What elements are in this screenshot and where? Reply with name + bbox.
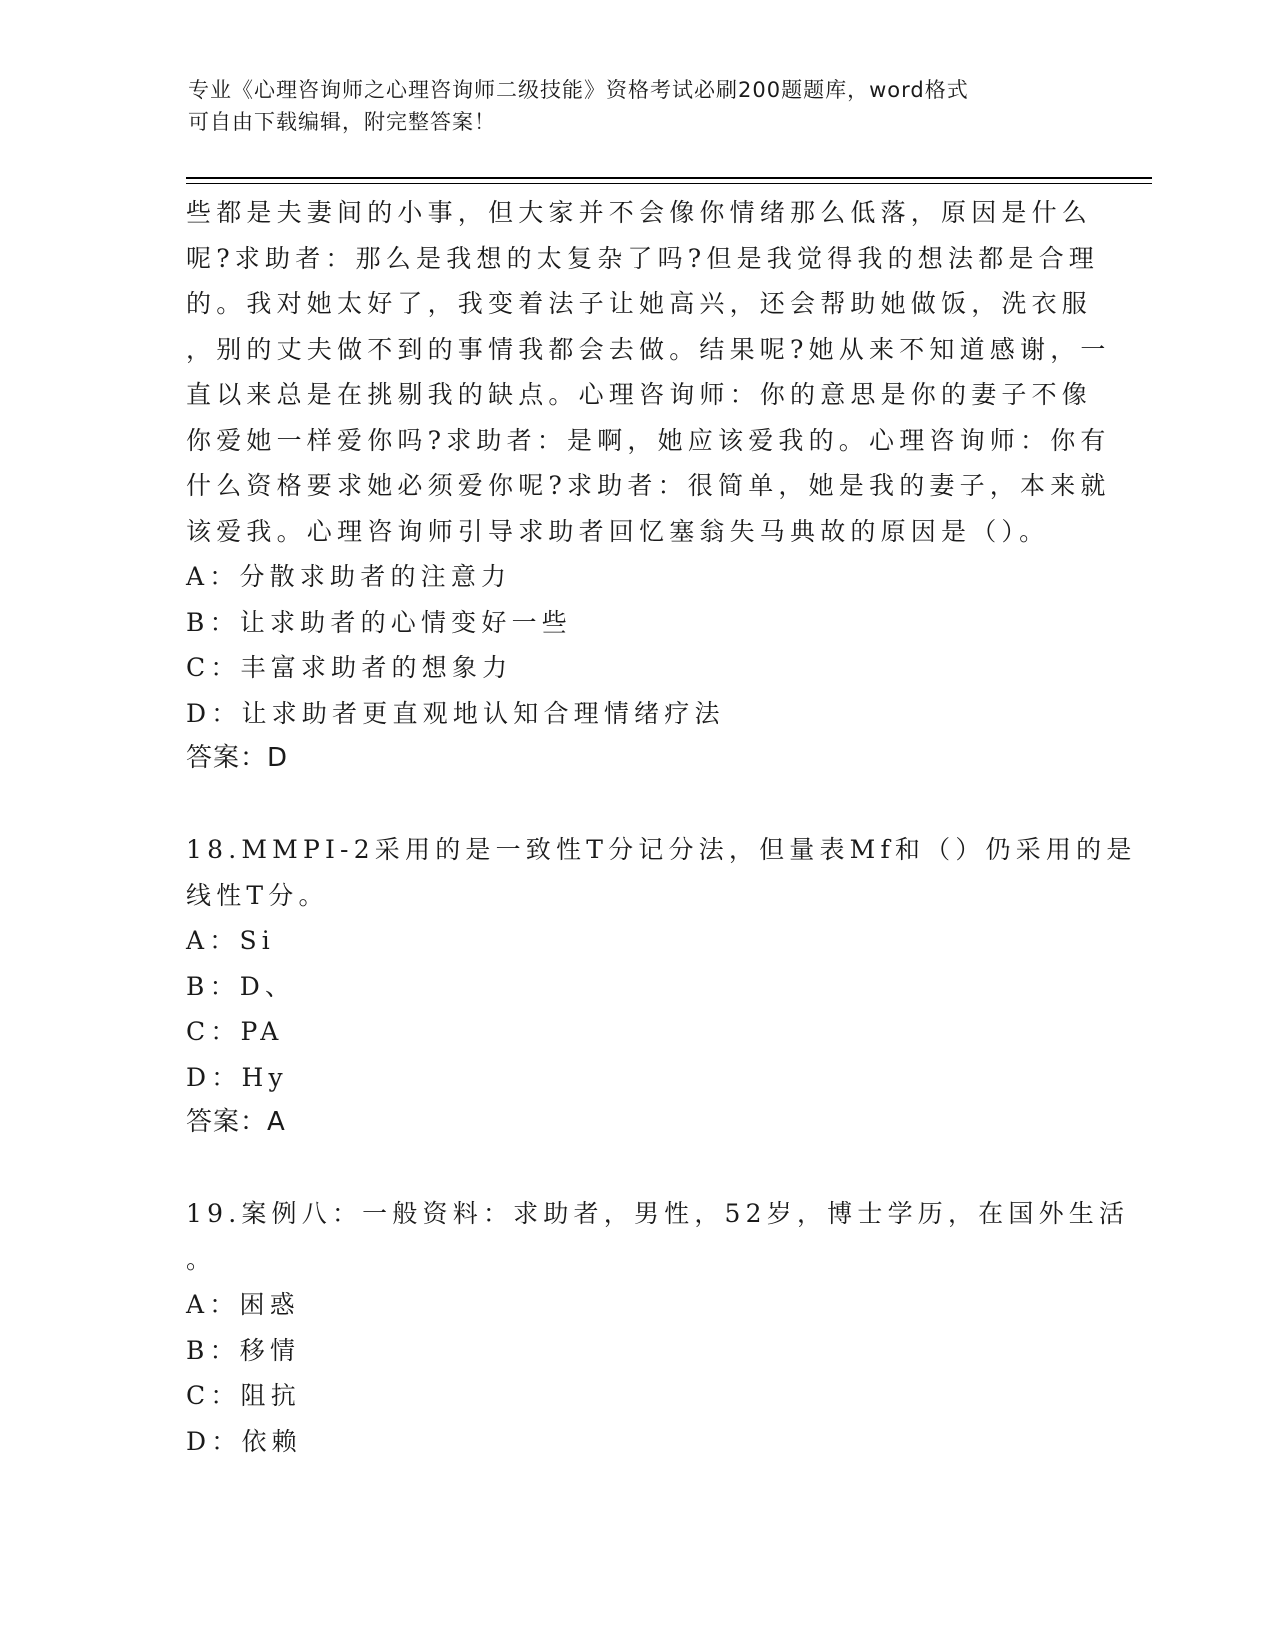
document-body [186,190,1137,1464]
option-d: D：依赖 [186,1426,302,1456]
question-19 [186,1191,1130,1464]
header-title-line-1: 专业《心理咨询师之心理咨询师二级技能》资格考试必刷200题题库，word格式 [188,78,969,102]
answer-label: 答案：A [186,1107,286,1137]
option-c: C：阻抗 [186,1381,301,1410]
option-a: A：困惑 [186,1290,300,1319]
header-divider-thick [186,177,1152,179]
question-17 [186,190,1111,782]
header-title-line-2: 可自由下载编辑，附完整答案！ [188,110,496,134]
question-stem-line: 。 [186,1244,217,1274]
question-stem-line: 18.MMPI-2采用的是一致性T分记分法，但量表Mf和（）仍采用的是 [186,835,1137,864]
question-stem-line: 呢?求助者：那么是我想的太复杂了吗?但是我觉得我的想法都是合理 [186,243,1100,273]
page-header [188,74,1088,138]
question-stem-line: 该爱我。心理咨询师引导求助者回忆塞翁失马典故的原因是（）。 [186,516,1050,546]
answer-label: 答案：D [186,743,289,773]
question-stem-line: 些都是夫妻间的小事，但大家并不会像你情绪那么低落，原因是什么 [186,198,1093,227]
option-a: A：Si [186,926,275,955]
question-stem-line: 的。我对她太好了，我变着法子让她高兴，还会帮助她做饭，洗衣服 [186,289,1093,318]
question-spacer [186,1146,1086,1192]
question-18 [186,827,1137,1146]
question-stem-line: 什么资格要求她必须爱你呢?求助者：很简单，她是我的妻子，本来就 [186,471,1111,500]
option-b: B：让求助者的心情变好一些 [186,607,572,637]
question-spacer [186,782,1086,828]
option-a: A：分散求助者的注意力 [186,562,512,591]
question-stem-line: 你爱她一样爱你吗?求助者：是啊，她应该爱我的。心理咨询师：你有 [186,425,1111,455]
option-d: D：Hy [186,1062,288,1092]
option-b: B：D、 [186,971,296,1001]
option-b: B：移情 [186,1335,301,1365]
question-stem-line: 19.案例八：一般资料：求助者，男性，52岁，博士学历，在国外生活 [186,1199,1130,1228]
header-divider-thin [186,183,1152,184]
option-d: D：让求助者更直观地认知合理情绪疗法 [186,698,725,728]
question-stem-line: 直以来总是在挑剔我的缺点。心理咨询师：你的意思是你的妻子不像 [186,380,1093,409]
option-c: C：丰富求助者的想象力 [186,653,513,682]
question-stem-line: 线性T分。 [186,880,329,910]
question-stem-line: ，别的丈夫做不到的事情我都会去做。结果呢?她从来不知道感谢，一 [186,334,1111,364]
option-c: C：PA [186,1017,284,1046]
